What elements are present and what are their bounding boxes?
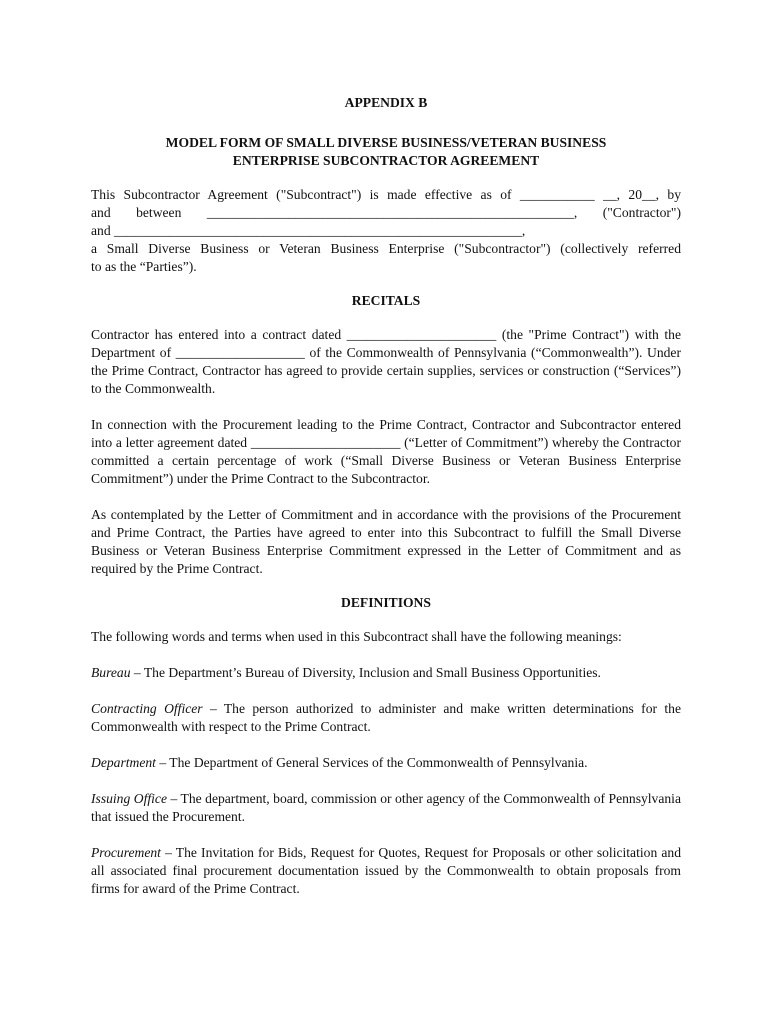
document-page [91, 94, 681, 898]
intro-line-1: This Subcontractor Agreement ("Subcontract") is made effective as of ___________ __, 20__, by [91, 187, 681, 202]
definitions-intro: The following words and terms when used in this Subcontract shall have the following meanings: [91, 629, 622, 644]
definition-term: Contracting Officer [91, 701, 203, 716]
definition-item [91, 790, 681, 826]
definition-term: Bureau [91, 665, 131, 680]
intro-line-5: to as the “Parties”). [91, 259, 197, 274]
definition-term: Issuing Office [91, 791, 167, 806]
recital-paragraph: Contractor has entered into a contract dated ______________________ (the "Prime Contract") with the Department of ___________________ of the Commonwealth of Pennsylvania (“Commonwealth”). Under the Prime Contract, Contractor has agreed to provide certain supplies, services or construction (“Services”) to the Commonwealth. [91, 327, 681, 396]
intro-paragraph [91, 186, 681, 276]
definition-item [91, 844, 681, 898]
definition-item [91, 700, 681, 736]
intro-line-3: and ____________________________________________________________, [91, 223, 526, 238]
definition-text: – The Invitation for Bids, Request for Quotes, Request for Proposals or other solicitation and all associated final procurement documentation issued by the Commonwealth to obtain proposals from firms for award of the Prime Contract. [91, 845, 681, 896]
definition-term: Department [91, 755, 156, 770]
recitals-heading: RECITALS [351, 293, 421, 308]
recital-paragraph: In connection with the Procurement leading to the Prime Contract, Contractor and Subcontractor entered into a letter agreement dated ______________________ (“Letter of Commitment”) whereby the Contractor committed a certain percentage of work (“Small Diverse Business or Veteran Business Enterprise Commitment”) under the Prime Contract to the Subcontractor. [91, 417, 681, 486]
document-title-line-2: ENTERPRISE SUBCONTRACTOR AGREEMENT [232, 153, 540, 168]
definition-text: – The person authorized to administer and make written determinations for the Commonwealth with respect to the Prime Contract. [91, 701, 681, 734]
document-title [91, 134, 681, 170]
definitions-heading: DEFINITIONS [341, 595, 431, 610]
definition-text: – The department, board, commission or other agency of the Commonwealth of Pennsylvania that issued the Procurement. [91, 791, 681, 824]
definition-term: Procurement [91, 845, 161, 860]
definition-item [91, 664, 681, 682]
intro-line-2: and between ______________________________________________________, ("Contractor") [91, 205, 681, 220]
document-title-line-1: MODEL FORM OF SMALL DIVERSE BUSINESS/VETERAN BUSINESS [165, 135, 607, 150]
definition-text: – The Department of General Services of the Commonwealth of Pennsylvania. [155, 755, 588, 770]
intro-line-4: a Small Diverse Business or Veteran Business Enterprise ("Subcontractor") (collectively referred [91, 241, 681, 256]
appendix-heading: APPENDIX B [344, 95, 428, 110]
definition-text: – The Department’s Bureau of Diversity, Inclusion and Small Business Opportunities. [130, 665, 601, 680]
definition-item [91, 754, 681, 772]
recital-paragraph: As contemplated by the Letter of Commitment and in accordance with the provisions of the Procurement and Prime Contract, the Parties have agreed to enter into this Subcontract to fulfill the Small Diverse Business or Veteran Business Enterprise Commitment expressed in the Letter of Commitment and as required by the Prime Contract. [91, 507, 681, 576]
